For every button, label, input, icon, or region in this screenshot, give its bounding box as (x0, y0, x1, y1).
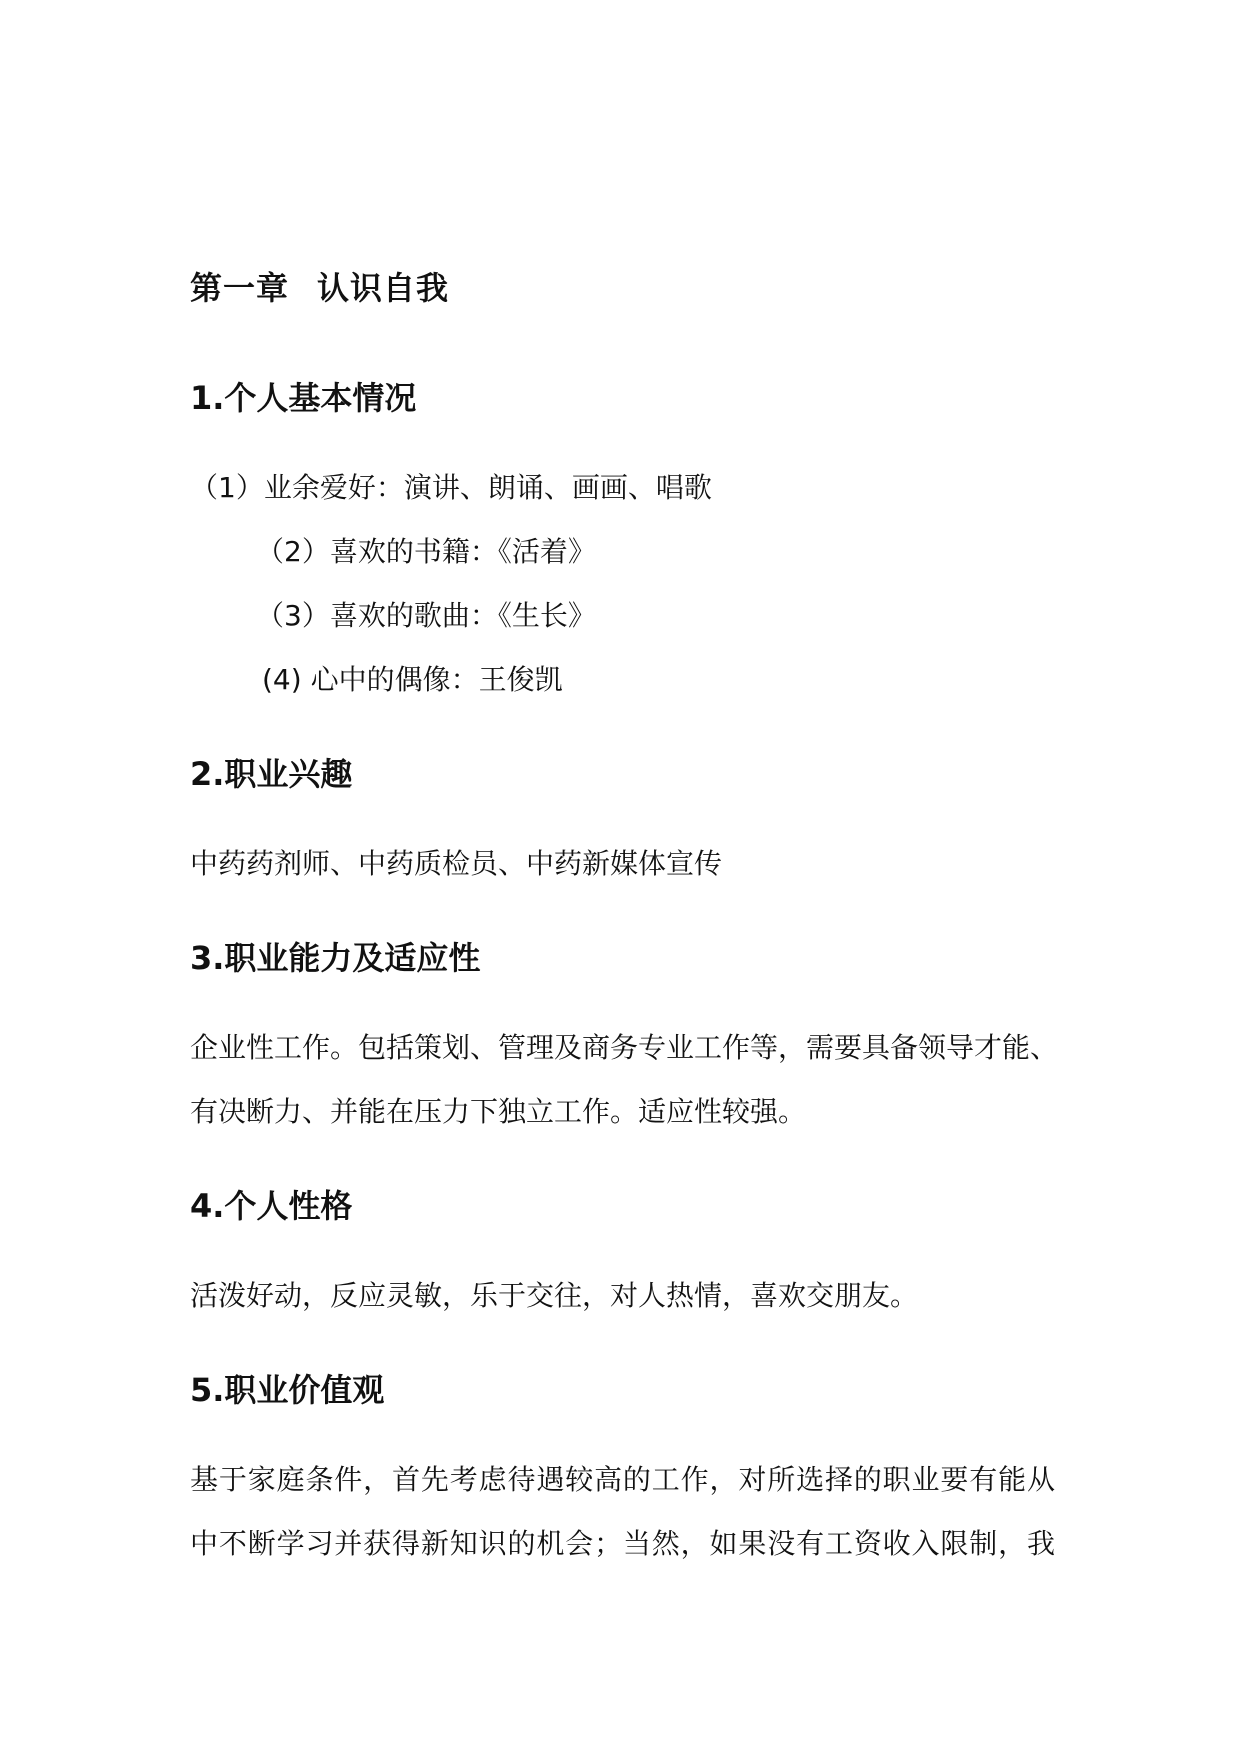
chapter-name: 认识自我 (317, 269, 450, 307)
section-heading: 2.职业兴趣 (190, 755, 353, 793)
paragraph-line: 中不断学习并获得新知识的机会；当然，如果没有工资收入限制，我 (190, 1527, 1055, 1560)
paragraph-line: 中药药剂师、中药质检员、中药新媒体宣传 (190, 847, 723, 880)
chapter-title (190, 269, 450, 307)
paragraph-line: 企业性工作。包括策划、管理及商务专业工作等，需要具备领导才能、 (190, 1031, 1059, 1064)
section-heading: 3.职业能力及适应性 (190, 939, 481, 977)
paragraph-line: 有决断力、并能在压力下独立工作。适应性较强。 (190, 1095, 807, 1128)
paragraph-line: 基于家庭条件，首先考虑待遇较高的工作，对所选择的职业要有能从 (190, 1463, 1055, 1496)
chapter-number: 第一章 (190, 269, 290, 307)
section-heading: 1.个人基本情况 (190, 379, 417, 417)
list-item: （3）喜欢的歌曲：《生长》 (256, 599, 596, 632)
section-heading: 4.个人性格 (190, 1187, 353, 1225)
list-item: （2）喜欢的书籍：《活着》 (256, 535, 596, 568)
list-item: （1）业余爱好：演讲、朗诵、画画、唱歌 (190, 471, 712, 504)
section-heading: 5.职业价值观 (190, 1371, 385, 1409)
paragraph-line: 活泼好动，反应灵敏，乐于交往，对人热情，喜欢交朋友。 (190, 1279, 919, 1312)
list-item: (4) 心中的偶像：王俊凯 (262, 663, 563, 696)
